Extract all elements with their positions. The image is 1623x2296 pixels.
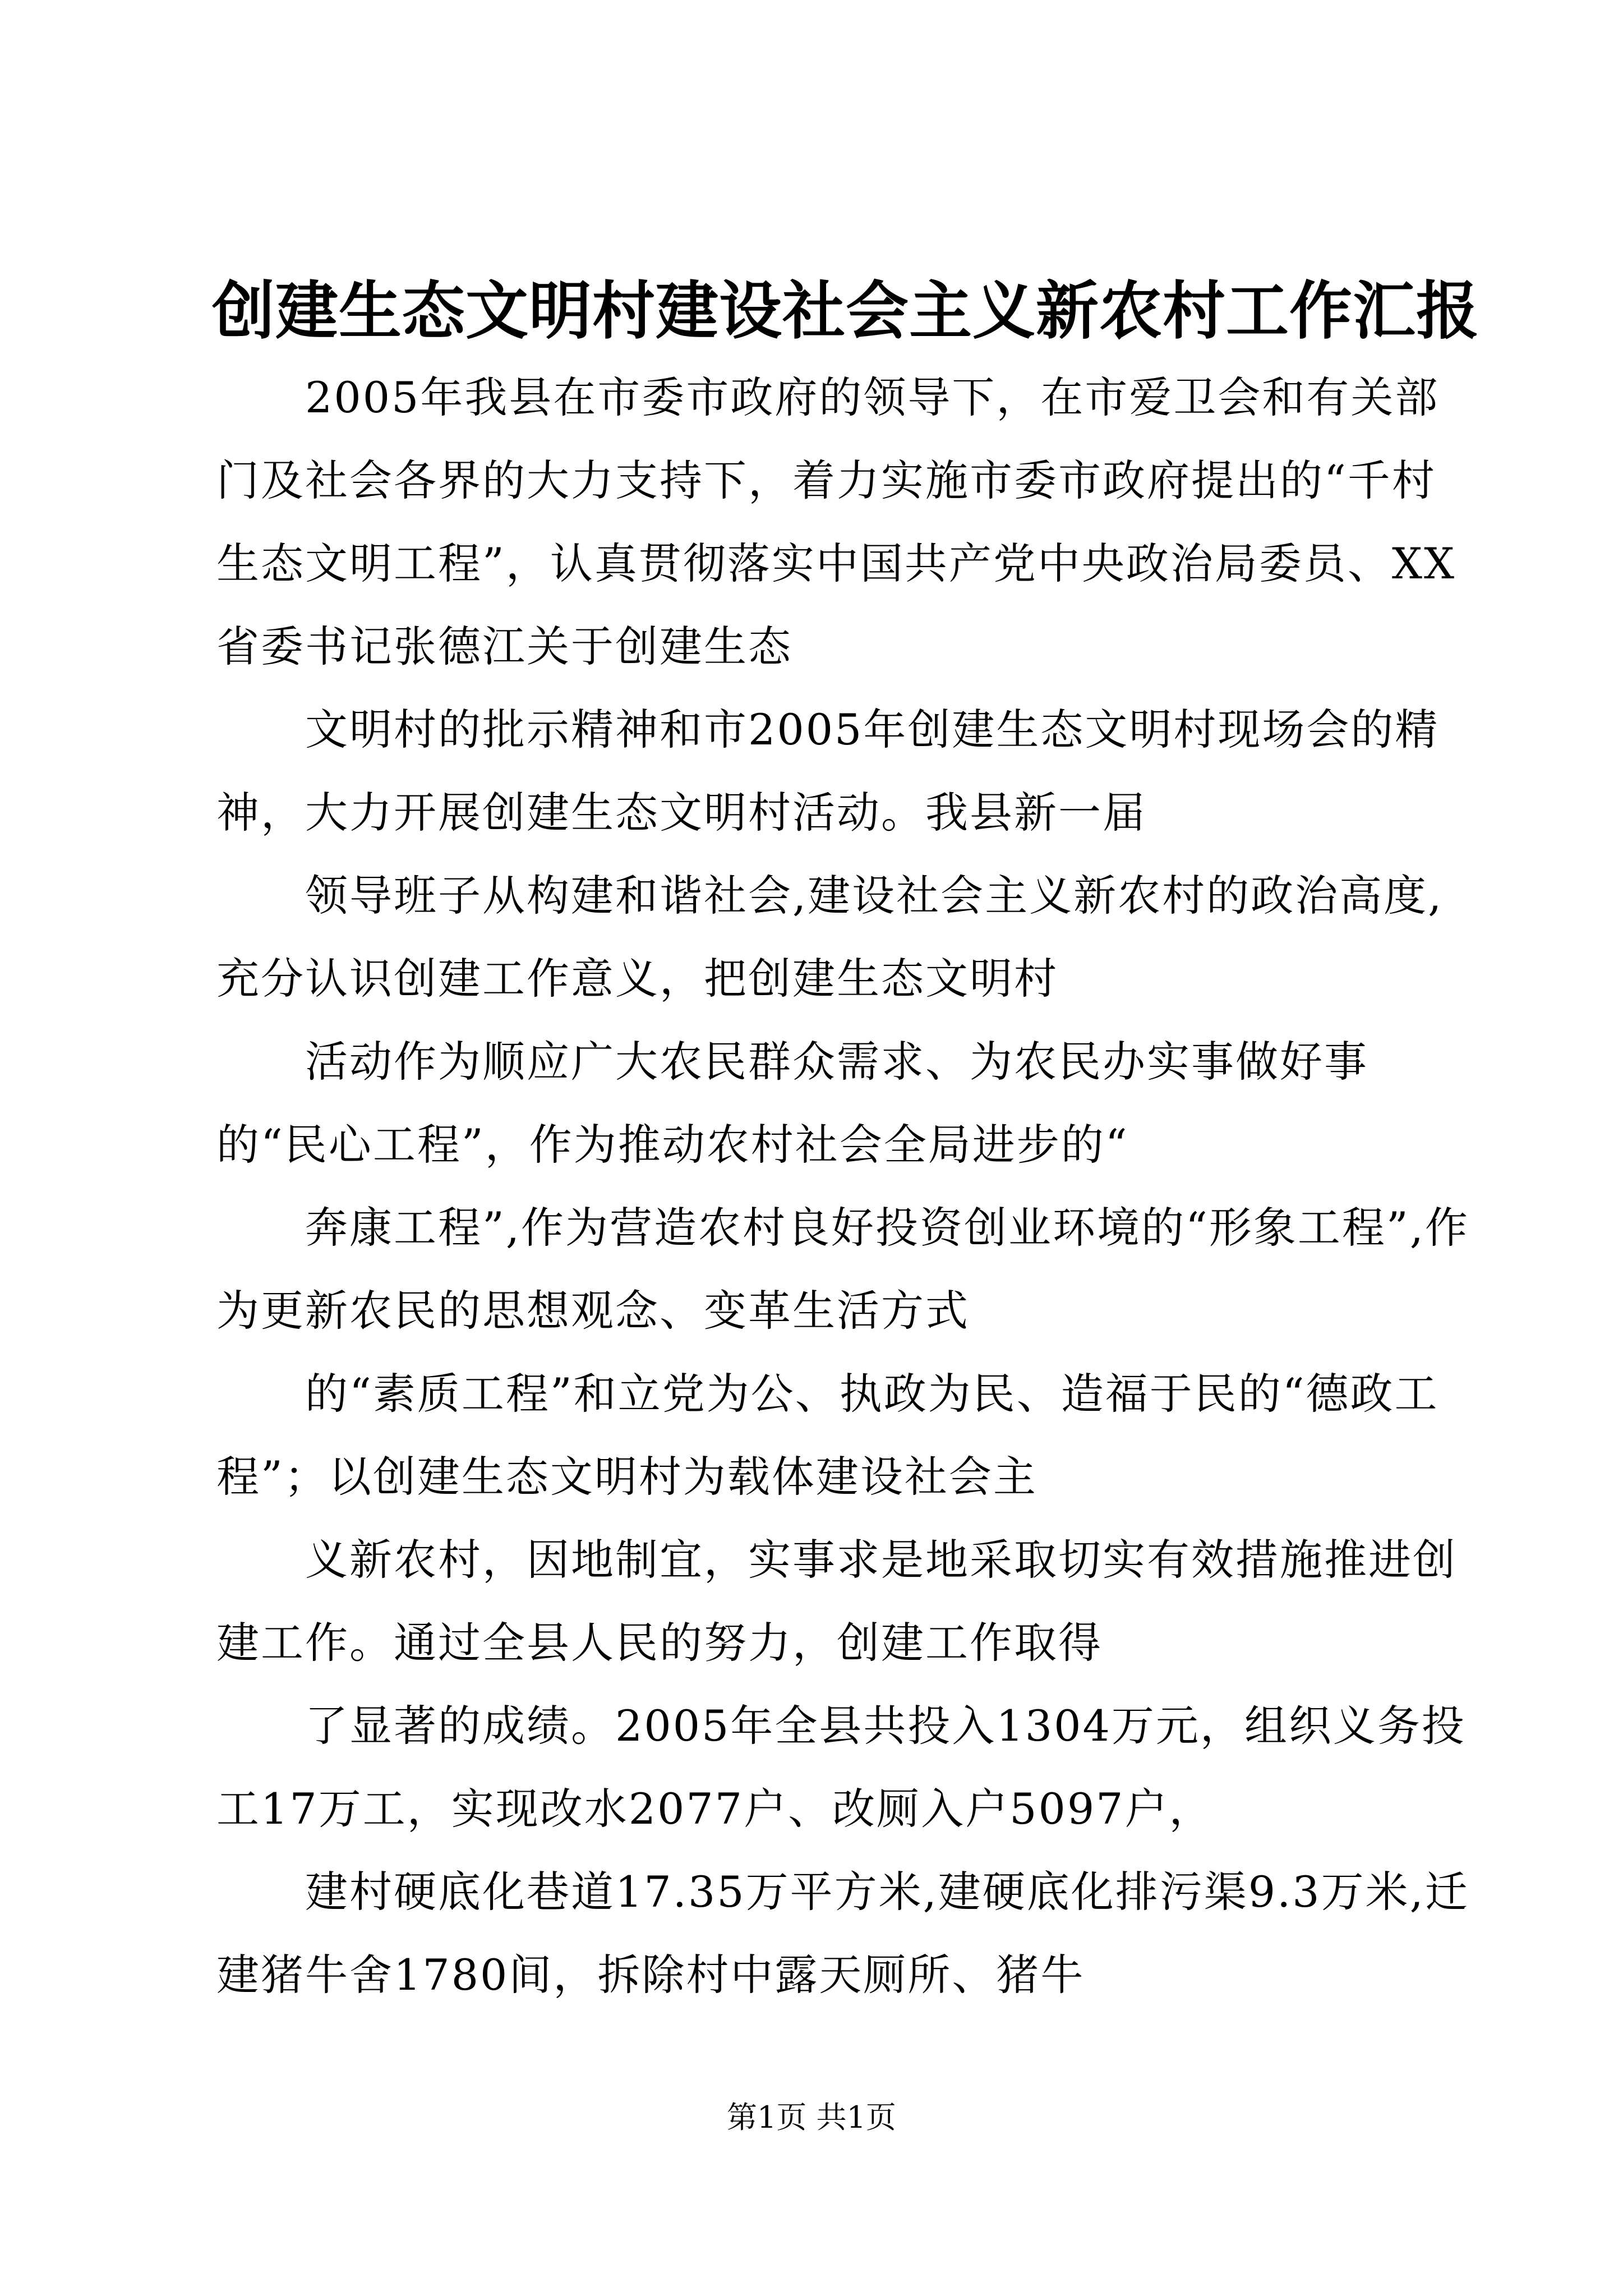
paragraph-7: 义新农村，因地制宜，实事求是地采取切实有效措施推进创建工作。通过全县人民的努力，创建工作取得	[216, 1535, 1457, 1668]
paragraph-6: 的“素质工程”和立党为公、执政为民、造福于民的“德政工程”；以创建生态文明村为载体建设社会主	[216, 1369, 1439, 1502]
paragraph-3: 领导班子从构建和谐社会,建设社会主义新农村的政治高度,充分认识创建工作意义，把创建生态文明村	[216, 871, 1444, 1004]
paragraph-5: 奔康工程”,作为营造农村良好投资创业环境的“形象工程”,作为更新农民的思想观念、变革生活方式	[216, 1203, 1469, 1336]
paragraph-1: 2005年我县在市委市政府的领导下，在市爱卫会和有关部门及社会各界的大力支持下，着力实施市委市政府提出的“千村生态文明工程”，认真贯彻落实中国共产党中央政治局委员、XX省委书记张德江关于创建生态	[216, 372, 1456, 671]
paragraph-2: 文明村的批示精神和市2005年创建生态文明村现场会的精神，大力开展创建生态文明村活动。我县新一届	[216, 705, 1440, 838]
paragraph-4: 活动作为顺应广大农民群众需求、为农民办实事做好事的“民心工程”，作为推动农村社会全局进步的“	[216, 1037, 1368, 1170]
paragraph-8: 了显著的成绩。2005年全县共投入1304万元，组织义务投工17万工，实现改水2077户、改厕入户5097户，	[216, 1701, 1466, 1834]
document-title: 创建生态文明村建设社会主义新农村工作汇报	[212, 274, 1479, 348]
page-footer: 第1页 共1页	[727, 2100, 896, 2135]
paragraph-9: 建村硬底化巷道17.35万平方米,建硬底化排污渠9.3万米,迁建猪牛舍1780间，拆除村中露天厕所、猪牛	[216, 1867, 1469, 2000]
